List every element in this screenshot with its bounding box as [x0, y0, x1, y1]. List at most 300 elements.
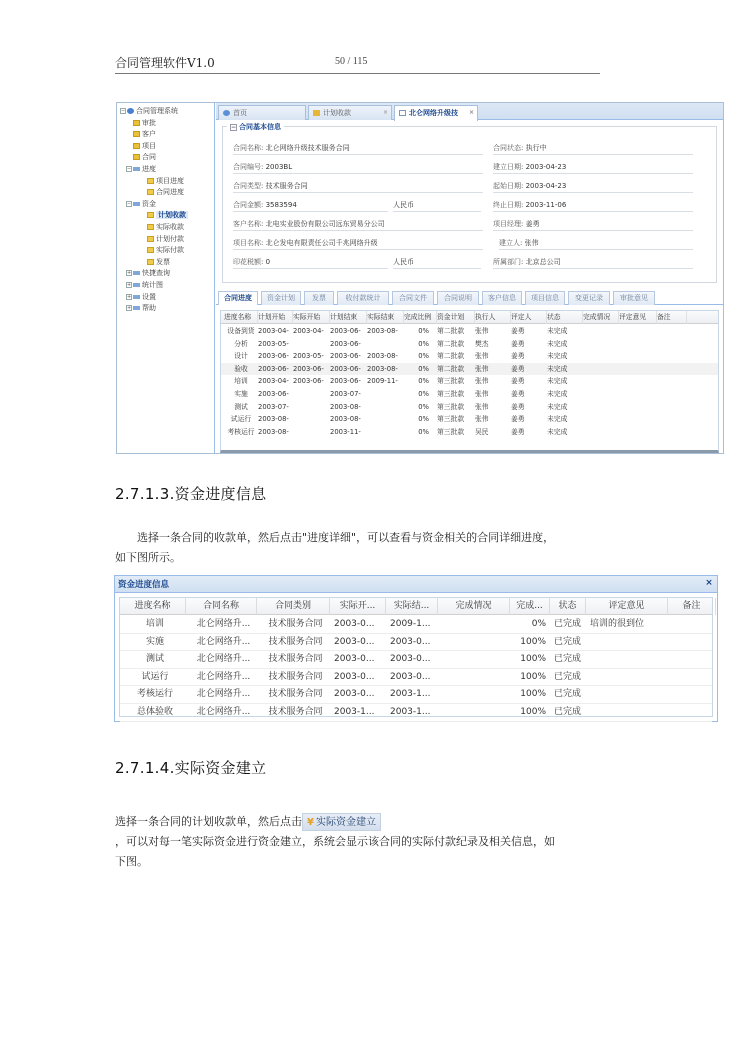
- column-header[interactable]: 执行人: [475, 311, 511, 324]
- tab-planned-receipt[interactable]: [308, 105, 392, 120]
- tree-item-label: 合同: [142, 153, 156, 162]
- column-header[interactable]: 评定意见: [619, 311, 657, 324]
- field-label: 所属部门:: [493, 258, 524, 266]
- table-cell: 第三批款: [437, 402, 465, 411]
- table-cell: 张伟: [475, 327, 489, 335]
- column-header[interactable]: 实际结...: [386, 598, 438, 615]
- table-cell: 2003-08-: [367, 364, 398, 373]
- table-cell: 2003-11-: [330, 427, 361, 436]
- table-cell: 北仑网络升...: [196, 654, 251, 665]
- table-cell: 吴民: [475, 427, 489, 436]
- subtab[interactable]: 合同说明: [437, 291, 479, 305]
- table-cell: 2003-06-: [258, 390, 289, 398]
- table-cell: 已完成: [554, 671, 582, 682]
- table-cell: 技术服务合同: [268, 619, 323, 629]
- subtab[interactable]: 项目信息: [525, 291, 565, 305]
- table-cell: 已完成: [554, 689, 582, 700]
- paragraph-text: 下图。: [115, 855, 148, 868]
- tree-item[interactable]: [117, 245, 214, 257]
- table-cell: 2003-04-: [258, 327, 289, 335]
- leaf-icon: [147, 189, 154, 195]
- subtab[interactable]: 审批意见: [613, 291, 655, 305]
- folder-icon: [133, 154, 140, 160]
- table-cell: 2003-04-: [293, 327, 324, 335]
- tree-item-label: 合同管理系统: [136, 107, 178, 115]
- collapse-icon[interactable]: −: [121, 108, 126, 114]
- table-row[interactable]: [120, 634, 712, 652]
- fund-progress-dialog: [114, 575, 718, 722]
- table-cell: 已完成: [554, 707, 582, 717]
- column-header[interactable]: 实际结束: [367, 311, 404, 324]
- detail-tab-bar: [216, 290, 723, 305]
- table-cell: 设备到货: [227, 327, 255, 335]
- tab-label: 北仑网络升级技: [409, 109, 458, 117]
- table-cell: 第三批款: [437, 377, 465, 386]
- table-cell: [442, 704, 510, 721]
- tab-label: 计划收款: [323, 109, 351, 117]
- table-cell: 未完成: [547, 415, 568, 424]
- field-amount-currency: [393, 199, 481, 212]
- table-cell: 2003-1...: [390, 707, 431, 717]
- tree-item-label: 审批: [142, 118, 156, 127]
- table-cell: [442, 669, 510, 686]
- table-cell: 未完成: [547, 402, 568, 411]
- table-row[interactable]: [221, 375, 718, 388]
- subtab[interactable]: 发票: [304, 291, 334, 305]
- create-actual-fund-button[interactable]: [302, 813, 381, 831]
- column-header[interactable]: 评定人: [511, 311, 547, 324]
- field-value: 姜勇: [525, 220, 540, 228]
- table-cell: 测试: [234, 402, 248, 411]
- leaf-icon: [147, 178, 154, 184]
- yen-icon: ¥: [307, 817, 314, 828]
- table-cell: 2003-06-: [330, 352, 361, 361]
- table-cell: 0%: [418, 339, 429, 348]
- dialog-title: 资金进度信息: [118, 580, 170, 590]
- field-project-manager: [493, 218, 693, 231]
- field-value: 张伟: [524, 239, 539, 247]
- tree-item-label: 快捷查询: [142, 269, 170, 278]
- group-icon: [133, 271, 140, 275]
- table-cell: 未完成: [547, 352, 568, 361]
- table-cell: [672, 651, 716, 668]
- button-label: 实际资金建立: [315, 817, 376, 828]
- close-icon[interactable]: ×: [705, 578, 713, 588]
- field-value: 2003-04-23: [525, 182, 567, 190]
- tab-home[interactable]: [218, 105, 306, 120]
- tree-item[interactable]: [117, 234, 214, 246]
- table-cell: 测试: [145, 654, 164, 665]
- tree-item[interactable]: [117, 118, 214, 130]
- field-amount: [233, 199, 388, 212]
- table-cell: 2003-0...: [334, 636, 375, 647]
- dialog-title-bar: [115, 576, 717, 593]
- table-cell: 培训的很到位: [590, 619, 645, 629]
- table-cell: 张伟: [475, 377, 489, 386]
- fund-progress-grid: [119, 597, 713, 717]
- field-project: [233, 237, 483, 250]
- table-row[interactable]: [221, 338, 718, 351]
- column-header[interactable]: 完成比例: [404, 311, 437, 324]
- field-value: 3583594: [265, 201, 297, 209]
- table-cell: 总体验收: [136, 707, 173, 717]
- table-cell: 0%: [418, 427, 429, 436]
- table-cell: 2003-08-: [330, 402, 361, 411]
- leaf-icon: [147, 224, 154, 230]
- table-cell: 张伟: [475, 415, 489, 424]
- field-label: 合同名称:: [233, 144, 264, 152]
- column-header[interactable]: 实际开始: [293, 311, 330, 324]
- table-cell: 张伟: [475, 402, 489, 411]
- table-cell: [590, 651, 668, 668]
- column-header[interactable]: 计划开始: [258, 311, 293, 324]
- system-icon: [127, 108, 134, 114]
- field-value: 2003-04-23: [525, 163, 567, 171]
- table-cell: 北仑网络升...: [196, 619, 251, 629]
- column-header[interactable]: 状态: [547, 311, 583, 324]
- basic-info-legend: [227, 122, 284, 132]
- table-cell: 第二批款: [437, 352, 465, 361]
- contract-progress-grid: [220, 310, 719, 453]
- table-cell: 2003-0...: [390, 636, 431, 647]
- table-row[interactable]: [221, 363, 718, 376]
- table-cell: 2003-06-: [330, 339, 361, 348]
- table-row[interactable]: [120, 616, 712, 634]
- table-cell: 2003-05-: [293, 352, 324, 361]
- close-icon[interactable]: ×: [468, 109, 474, 116]
- expand-icon[interactable]: +: [127, 281, 132, 288]
- navigation-tree: [117, 103, 215, 453]
- table-cell: [590, 704, 668, 721]
- column-header[interactable]: 进度名称: [120, 598, 186, 615]
- table-cell: 未完成: [547, 327, 568, 335]
- table-cell: 技术服务合同: [268, 689, 323, 700]
- column-header[interactable]: 完成...: [510, 598, 550, 615]
- tree-item[interactable]: [117, 292, 214, 304]
- subtab[interactable]: 资金计划: [261, 291, 301, 305]
- tree-item-label: 计划收款: [158, 211, 186, 220]
- section-2714-paragraph: [115, 812, 635, 872]
- table-cell: 100%: [520, 654, 546, 665]
- field-stamp-tax: [233, 256, 388, 269]
- field-label: 项目经理:: [493, 220, 524, 228]
- legend-text: 合同基本信息: [239, 123, 281, 131]
- column-header[interactable]: 实际开...: [330, 598, 386, 615]
- table-cell: 姜勇: [511, 339, 525, 348]
- table-cell: [672, 704, 716, 721]
- table-cell: 2003-08-: [330, 415, 361, 424]
- table-cell: 姜勇: [511, 402, 525, 411]
- tree-item[interactable]: [117, 129, 214, 141]
- tree-item-label: 客户: [142, 130, 156, 139]
- field-value: 执行中: [525, 144, 547, 152]
- tree-item-label: 发票: [156, 257, 170, 266]
- field-label: 印花税额:: [233, 258, 264, 266]
- table-cell: 2003-05-: [258, 339, 289, 348]
- table-cell: 2003-0...: [390, 671, 431, 682]
- table-cell: 2003-08-: [367, 352, 398, 361]
- tree-item-label: 合同进度: [156, 188, 184, 197]
- table-row[interactable]: [221, 426, 718, 439]
- table-cell: 姜勇: [511, 327, 525, 335]
- tree-item-label: 统计图: [142, 280, 163, 289]
- field-label: 合同编号:: [233, 163, 264, 171]
- table-cell: 未完成: [547, 339, 568, 348]
- table-cell: 技术服务合同: [268, 654, 323, 665]
- table-cell: 2003-1...: [334, 707, 375, 717]
- tree-item[interactable]: [117, 152, 214, 164]
- table-cell: 2003-06-: [330, 364, 361, 373]
- table-cell: 未完成: [547, 390, 568, 398]
- table-cell: 2003-07-: [330, 390, 361, 398]
- paragraph-text: 选择一条合同的计划收款单，然后点击: [115, 815, 302, 828]
- tree-item-label: 计划付款: [156, 234, 184, 243]
- leaf-icon: [147, 236, 154, 242]
- table-cell: 姜勇: [511, 390, 525, 398]
- table-cell: 考核运行: [227, 427, 255, 436]
- tree-item[interactable]: [117, 303, 214, 315]
- subtab[interactable]: 合同文件: [392, 291, 434, 305]
- group-icon: [133, 202, 140, 206]
- table-cell: 未完成: [547, 364, 568, 373]
- table-cell: 100%: [520, 689, 546, 700]
- main-panel: [216, 103, 723, 453]
- folder-icon: [133, 143, 140, 149]
- table-row[interactable]: [221, 388, 718, 401]
- field-value: 北仑发电有限责任公司千兆网络升级: [265, 239, 378, 247]
- field-label: 建立人:: [499, 239, 523, 247]
- page-header: [115, 54, 600, 74]
- table-row[interactable]: [120, 704, 712, 722]
- table-cell: 2003-08-: [258, 427, 289, 436]
- table-cell: 0%: [418, 327, 429, 335]
- table-cell: 北仑网络升...: [196, 689, 251, 700]
- table-cell: [442, 634, 510, 651]
- table-cell: 已完成: [554, 654, 582, 665]
- group-icon: [133, 167, 140, 171]
- table-cell: [590, 669, 668, 686]
- table-cell: 100%: [520, 707, 546, 717]
- table-cell: [442, 651, 510, 668]
- column-header[interactable]: 备注: [657, 311, 687, 324]
- table-cell: [442, 616, 510, 633]
- paragraph-text: ，可以对每一笔实际资金进行资金建立，系统会显示该合同的实际付款纪录及相关信息，如: [115, 835, 555, 848]
- table-cell: 2003-06-: [330, 377, 361, 386]
- collapse-icon[interactable]: −: [127, 200, 132, 207]
- column-header[interactable]: 进度名称: [224, 311, 258, 324]
- field-value: 北仑网络升级技术服务合同: [265, 144, 350, 152]
- table-cell: 姜勇: [511, 427, 525, 436]
- table-cell: 2003-06-: [258, 364, 289, 373]
- field-label: 项目名称:: [233, 239, 264, 247]
- table-cell: 2003-07-: [258, 402, 289, 411]
- expand-icon[interactable]: +: [127, 305, 132, 312]
- tree-item[interactable]: [117, 187, 214, 199]
- table-cell: 张伟: [475, 364, 489, 373]
- tree-item-label: 帮助: [142, 304, 156, 313]
- table-cell: 第二批款: [437, 327, 465, 335]
- field-label: 合同类型:: [233, 182, 264, 190]
- table-cell: 2003-0...: [334, 689, 375, 700]
- tree-item[interactable]: [117, 222, 214, 234]
- table-cell: 北仑网络升...: [196, 671, 251, 682]
- tab-label: 首页: [233, 109, 247, 117]
- table-cell: 第三批款: [437, 390, 465, 398]
- field-label: 合同金额:: [233, 201, 264, 209]
- table-cell: 第二批款: [437, 364, 465, 373]
- table-cell: 实施: [234, 390, 248, 398]
- leaf-icon: [147, 212, 154, 218]
- section-heading-2713: 2.7.1.3.资金进度信息: [115, 485, 267, 503]
- table-cell: 2003-08-: [258, 415, 289, 424]
- field-label: 客户名称:: [233, 220, 264, 228]
- table-cell: 0%: [418, 390, 429, 398]
- table-cell: 北仑网络升...: [196, 636, 251, 647]
- field-contract-status: [493, 142, 693, 155]
- table-cell: 未完成: [547, 427, 568, 436]
- table-cell: 2003-06-: [330, 327, 361, 335]
- tree-item[interactable]: [117, 257, 214, 269]
- column-header[interactable]: 合同名称: [186, 598, 257, 615]
- subtab[interactable]: 收付款统计: [337, 291, 389, 305]
- table-cell: 2009-1...: [390, 619, 431, 629]
- table-cell: 技术服务合同: [268, 671, 323, 682]
- table-row[interactable]: [221, 401, 718, 414]
- table-cell: 2003-0...: [334, 654, 375, 665]
- grid-header: [120, 598, 712, 615]
- tab-bar: [216, 103, 723, 120]
- table-cell: 技术服务合同: [268, 636, 323, 647]
- paragraph-text: 选择一条合同的收款单，然后点击"进度详细"，可以查看与资金相关的合同详细进度，: [137, 531, 555, 544]
- tree-item-label: 项目: [142, 141, 156, 150]
- close-icon[interactable]: ×: [382, 109, 388, 116]
- expand-icon[interactable]: +: [127, 270, 132, 277]
- field-contract-no: [233, 161, 483, 174]
- field-value: 2003-11-06: [525, 201, 567, 209]
- column-header[interactable]: 计划结束: [330, 311, 367, 324]
- column-header[interactable]: 备注: [668, 598, 716, 615]
- tree-item[interactable]: [117, 106, 214, 118]
- column-header[interactable]: 完成情况: [438, 598, 510, 615]
- leaf-icon: [147, 259, 154, 265]
- table-cell: 技术服务合同: [268, 707, 323, 717]
- table-cell: 0%: [418, 402, 429, 411]
- table-cell: 2003-0...: [334, 671, 375, 682]
- field-label: 合同状态:: [493, 144, 524, 152]
- field-value: 技术服务合同: [265, 182, 308, 190]
- table-cell: 2003-08-: [367, 327, 398, 335]
- table-cell: 试运行: [230, 415, 252, 424]
- tree-item[interactable]: [117, 210, 214, 222]
- table-cell: 0%: [418, 352, 429, 361]
- contract-app-screenshot: [116, 102, 724, 454]
- table-cell: 北仑网络升...: [196, 707, 251, 717]
- table-cell: 姜勇: [511, 415, 525, 424]
- tree-item[interactable]: [117, 280, 214, 292]
- paragraph-text: 如下图所示。: [115, 551, 181, 564]
- collapse-icon[interactable]: −: [127, 165, 132, 172]
- column-header[interactable]: 完成情况: [583, 311, 619, 324]
- group-icon: [133, 283, 140, 287]
- table-cell: 考核运行: [136, 689, 173, 700]
- field-end-date: [493, 199, 693, 212]
- document-icon: [399, 110, 406, 116]
- column-header[interactable]: 评定意见: [586, 598, 668, 615]
- table-cell: 实施: [145, 636, 164, 647]
- document-title: 合同管理软件V1.0: [115, 56, 215, 70]
- table-row[interactable]: [120, 651, 712, 669]
- table-row[interactable]: [120, 686, 712, 704]
- column-header[interactable]: 合同类别: [257, 598, 330, 615]
- table-cell: 2003-06-: [293, 377, 324, 386]
- table-cell: [672, 669, 716, 686]
- table-cell: 试运行: [141, 671, 169, 682]
- table-cell: 未完成: [547, 377, 568, 386]
- field-department: [493, 256, 693, 269]
- subtab[interactable]: 合同进度: [218, 291, 258, 305]
- table-row[interactable]: [221, 350, 718, 363]
- column-header[interactable]: 资金计划: [437, 311, 475, 324]
- subtab[interactable]: 客户信息: [482, 291, 522, 305]
- table-cell: 培训: [234, 377, 248, 386]
- field-creator: [499, 237, 693, 250]
- field-label: 终止日期:: [493, 201, 524, 209]
- tree-item[interactable]: [117, 199, 214, 211]
- contract-basic-info: [222, 123, 717, 283]
- tree-item[interactable]: [117, 141, 214, 153]
- collapse-icon[interactable]: −: [231, 123, 237, 131]
- tree-item[interactable]: [117, 268, 214, 280]
- table-row[interactable]: [120, 669, 712, 687]
- table-cell: 第三批款: [437, 415, 465, 424]
- table-cell: 100%: [520, 671, 546, 682]
- field-value: 北电实业股份有限公司远东贸易分公司: [265, 220, 385, 228]
- table-cell: 2003-06-: [258, 352, 289, 361]
- table-cell: 2003-0...: [390, 654, 431, 665]
- field-contract-type: [233, 180, 483, 193]
- tab-contract-detail[interactable]: [394, 105, 478, 121]
- subtab[interactable]: 变更记录: [568, 291, 610, 305]
- tree-item[interactable]: [117, 176, 214, 188]
- field-stamp-tax-currency: [393, 256, 481, 269]
- table-cell: 0%: [418, 377, 429, 386]
- yen-icon: [313, 110, 320, 116]
- table-cell: 已完成: [554, 636, 582, 647]
- table-row[interactable]: [221, 325, 718, 338]
- table-row[interactable]: [221, 413, 718, 426]
- table-cell: 2003-04-: [258, 377, 289, 386]
- table-cell: 第二批款: [437, 339, 465, 348]
- tree-item-label: 实际收款: [156, 222, 184, 231]
- home-icon: [223, 110, 230, 116]
- table-cell: 第三批款: [437, 427, 465, 436]
- table-cell: [672, 686, 716, 703]
- table-cell: 0%: [418, 364, 429, 373]
- tree-item[interactable]: [117, 164, 214, 176]
- field-created-date: [493, 161, 693, 174]
- field-value: 人民币: [393, 201, 414, 209]
- table-cell: 姜勇: [511, 352, 525, 361]
- section-2713-paragraph: [115, 528, 635, 568]
- tree-item-label: 资金: [142, 199, 156, 208]
- field-contract-name: [233, 142, 483, 155]
- group-icon: [133, 295, 140, 299]
- page-number: 50 / 115: [335, 56, 368, 67]
- table-cell: [590, 686, 668, 703]
- expand-icon[interactable]: +: [127, 293, 132, 300]
- column-header[interactable]: 状态: [550, 598, 586, 615]
- field-value: 0: [265, 258, 271, 266]
